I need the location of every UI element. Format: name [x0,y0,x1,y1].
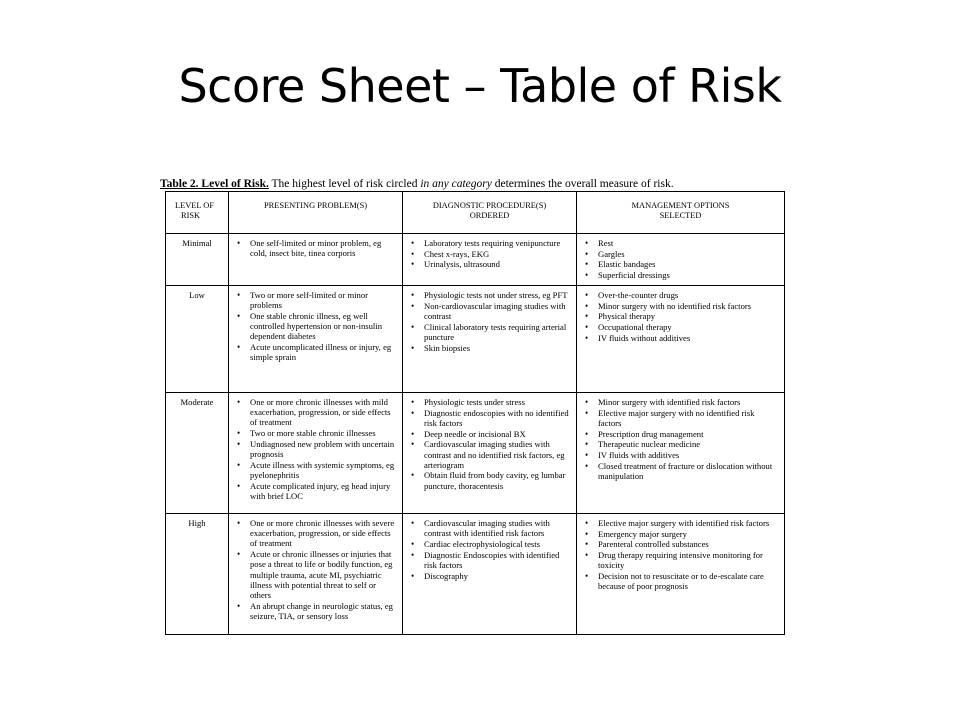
diagnostic-cell [403,234,577,286]
list-item: • Decision not to resuscitate or to de-escalate care because of poor prognosis [598,571,779,591]
list-item: • Cardiac electrophysiological tests [424,539,571,549]
list-item: • Superficial dressings [598,270,779,280]
list-item: • One stable chronic illness, eg well controlled hypertension or non-insulin dependent diabetes [250,311,397,342]
list-item: • Over-the-counter drugs [598,290,779,300]
list-item: • Non-cardiovascular imaging studies with contrast [424,301,571,321]
list-item: • Clinical laboratory tests requiring arterial puncture [424,322,571,342]
header-diagnostic [403,192,577,234]
slide-title: Score Sheet – Table of Risk [178,59,782,113]
presenting-cell [229,393,403,514]
list-item: • Two or more self-limited or minor problems [250,290,397,310]
list-item: • Chest x-rays, EKG [424,249,571,259]
list-item: • Elective major surgery with no identified risk factors [598,408,779,428]
list-item: • Elastic bandages [598,259,779,269]
header-management-line: MANAGEMENT OPTIONS [631,201,730,210]
list-item: • One self-limited or minor problem, eg cold, insect bite, tinea corporis [250,238,397,258]
list-item: • Deep needle or incisional BX [424,429,571,439]
list-item: • Acute uncomplicated illness or injury, eg simple sprain [250,342,397,362]
risk-table [165,191,785,635]
table-row-low [166,286,784,393]
header-management [577,192,784,234]
management-cell [577,234,784,286]
list-item: • Elective major surgery with identified risk factors [598,518,779,528]
header-level-line: LEVEL OF [175,201,214,210]
diagnostic-cell [403,514,577,634]
list-item: • Diagnostic endoscopies with no identified risk factors [424,408,571,428]
list-item: • Physiologic tests not under stress, eg PFT [424,290,571,300]
header-presenting-line: PRESENTING PROBLEM(S) [263,201,368,210]
list-item: • One or more chronic illnesses with mild exacerbation, progression, or side effects of treatment [250,397,397,428]
table-caption [160,177,800,191]
header-presenting [229,192,403,234]
header-level [166,192,229,234]
list-item: • Cardiovascular imaging studies with contrast and no identified risk factors, eg arteriogram [424,439,571,470]
header-management-line: SELECTED [659,211,702,220]
list-item: • Closed treatment of fracture or dislocation without manipulation [598,461,779,481]
list-item: • An abrupt change in neurologic status, eg seizure, TIA, or sensory loss [250,601,397,621]
list-item: • Physical therapy [598,311,779,321]
table-row-high [166,514,784,634]
list-item: • Physiologic tests under stress [424,397,571,407]
list-item: • Parenteral controlled substances [598,539,779,549]
list-item: • IV fluids without additives [598,333,779,343]
list-item: • Obtain fluid from body cavity, eg lumbar puncture, thoracentesis [424,470,571,490]
header-row [166,192,784,234]
header-diagnostic-line: DIAGNOSTIC PROCEDURE(S) [432,201,547,210]
management-cell [577,514,784,634]
list-item: • IV fluids with additives [598,450,779,460]
list-item: • Acute complicated injury, eg head injury with brief LOC [250,481,397,501]
presenting-cell [229,286,403,393]
list-item: • Emergency major surgery [598,529,779,539]
list-item: • Acute or chronic illnesses or injuries that pose a threat to life or bodily function, eg multiple trauma, acute MI, psychiatric illness with potential threat to self or others [250,549,397,600]
caption-emphasis: in any category [420,178,492,190]
list-item: • Cardiovascular imaging studies with contrast with identified risk factors [424,518,571,538]
list-item: • Acute illness with systemic symptoms, eg pyelonephritis [250,460,397,480]
list-item: • Laboratory tests requiring venipuncture [424,238,571,248]
list-item: • Diagnostic Endoscopies with identified risk factors [424,550,571,570]
list-item: • Gargles [598,249,779,259]
list-item: • Undiagnosed new problem with uncertain prognosis [250,439,397,459]
management-cell [577,393,784,514]
diagnostic-cell [403,286,577,393]
list-item: • Rest [598,238,779,248]
list-item: • Skin biopsies [424,343,571,353]
presenting-cell [229,514,403,634]
table-row-moderate [166,393,784,514]
management-cell [577,286,784,393]
level-cell: High [166,514,229,634]
caption-lead: Table 2. Level of Risk. [160,178,269,190]
presenting-cell [229,234,403,286]
list-item: • Urinalysis, ultrasound [424,259,571,269]
caption-text-before: The highest level of risk circled [268,178,421,190]
level-cell: Minimal [166,234,229,286]
list-item: • One or more chronic illnesses with severe exacerbation, progression, or side effects of treatment [250,518,397,549]
list-item: • Drug therapy requiring intensive monitoring for toxicity [598,550,779,570]
header-diagnostic-line: ORDERED [469,211,510,220]
list-item: • Minor surgery with no identified risk factors [598,301,779,311]
list-item: • Discography [424,571,571,581]
list-item: • Prescription drug management [598,429,779,439]
diagnostic-cell [403,393,577,514]
list-item: • Two or more stable chronic illnesses [250,428,397,438]
level-cell: Low [166,286,229,393]
level-cell: Moderate [166,393,229,514]
list-item: • Occupational therapy [598,322,779,332]
table-row-minimal [166,234,784,286]
list-item: • Minor surgery with identified risk factors [598,397,779,407]
header-level-line: RISK [181,211,201,220]
caption-text-after: determines the overall measure of risk. [491,178,674,190]
list-item: • Therapeutic nuclear medicine [598,439,779,449]
